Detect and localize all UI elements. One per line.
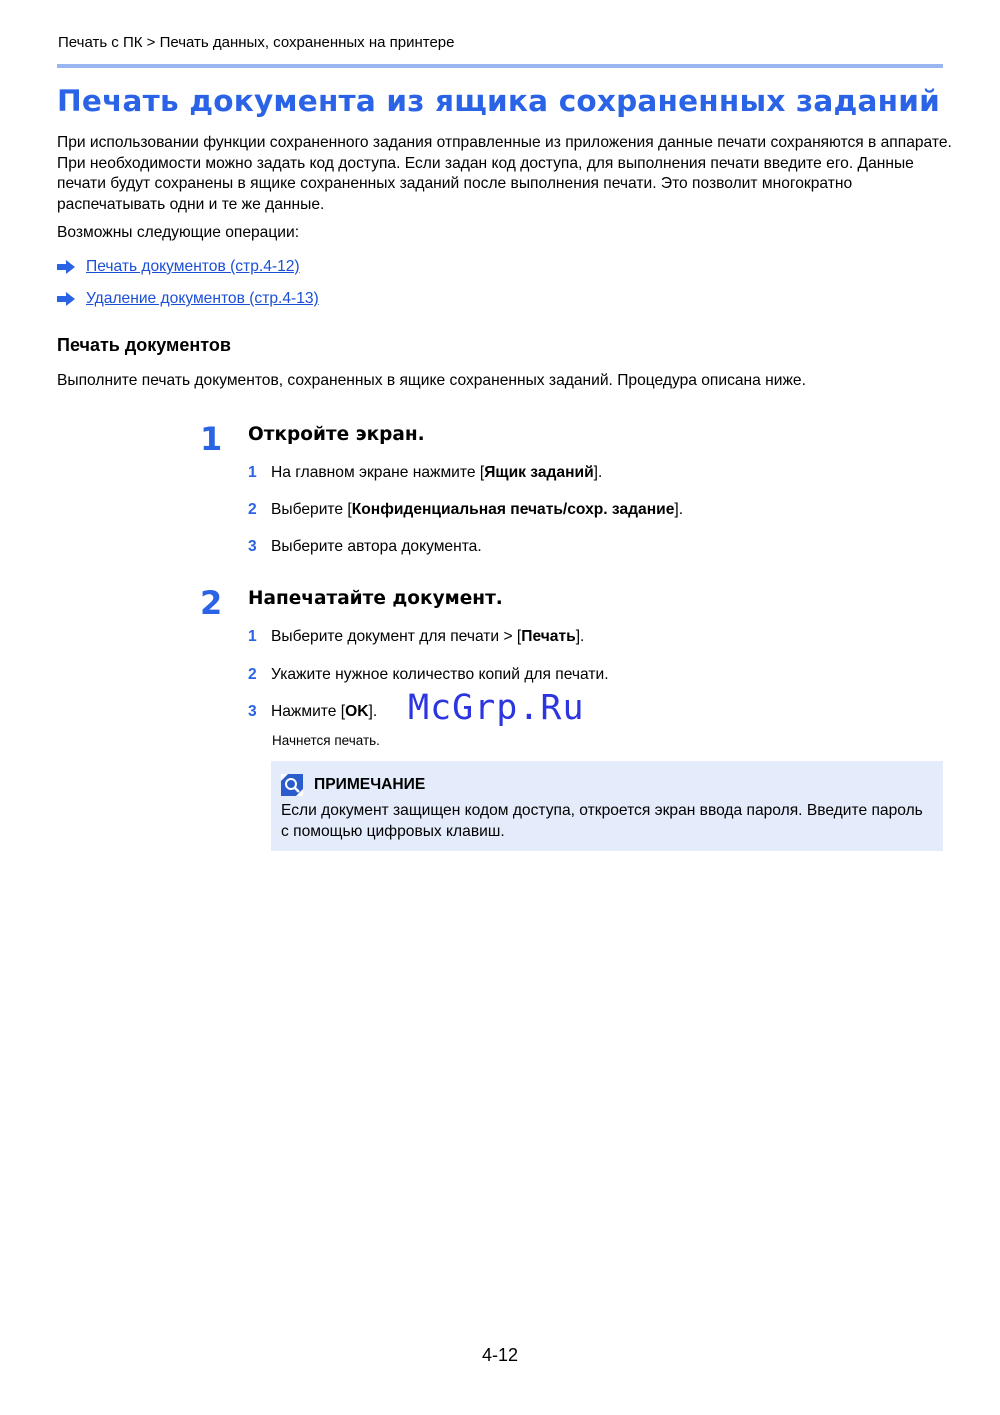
substep-number: 1: [248, 628, 257, 645]
substep-number: 3: [248, 703, 257, 720]
substep: [248, 666, 609, 684]
breadcrumb: Печать с ПК > Печать данных, сохраненных на принтере: [58, 34, 455, 51]
header-rule: [57, 64, 943, 68]
note-magnifier-icon: [281, 774, 303, 796]
substep-text: На главном экране нажмите [Ящик заданий].: [271, 464, 603, 481]
watermark: McGrp.Ru: [408, 688, 585, 728]
step-number: 1: [200, 420, 223, 458]
page-title: Печать документа из ящика сохраненных заданий: [57, 84, 940, 118]
page-number: 4-12: [481, 1345, 519, 1365]
step-title: Откройте экран.: [248, 424, 425, 445]
step-number: 2: [200, 584, 223, 622]
substep-number: 3: [248, 538, 257, 555]
link-row-print: [57, 258, 300, 276]
substep-text: Выберите документ для печати > [Печать].: [271, 628, 585, 645]
substep: [248, 703, 377, 721]
substep: [248, 464, 602, 482]
link-delete-documents[interactable]: Удаление документов (стр.4-13): [86, 290, 319, 307]
substep: [248, 538, 482, 556]
substep: [248, 628, 584, 646]
substep-text: Нажмите [OK].: [271, 703, 378, 720]
note-title: ПРИМЕЧАНИЕ: [314, 776, 426, 793]
note-text: Если документ защищен кодом доступа, откроется экран ввода пароля. Введите пароль с помощью цифровых клавиш.: [281, 802, 923, 840]
substep-text: Выберите автора документа.: [271, 538, 482, 555]
substep-number: 2: [248, 501, 257, 518]
substep: [248, 501, 683, 519]
substep-text: Выберите [Конфиденциальная печать/сохр. задание].: [271, 501, 684, 518]
substep-text: Укажите нужное количество копий для печати.: [271, 666, 609, 683]
operations-label: Возможны следующие операции:: [57, 224, 300, 241]
intro-paragraph: При использовании функции сохраненного задания отправленные из приложения данные печати сохраняются в аппарате. При необходимости можно задать код доступа. Если задан код доступа, для выполнения печати введите его. Данные печати будут сохранены в ящике сохраненных заданий после выполнения печати. Это позволит многократно распечатывать одни и те же данные.: [57, 134, 952, 213]
section-text: Выполните печать документов, сохраненных в ящике сохраненных заданий. Процедура описана ниже.: [57, 372, 806, 389]
substep-number: 1: [248, 464, 257, 481]
section-title: Печать документов: [57, 335, 231, 355]
note-box: [271, 761, 943, 851]
arrow-right-icon: [57, 260, 75, 274]
step-result: Начнется печать.: [272, 733, 380, 748]
link-row-delete: [57, 290, 319, 308]
step-title: Напечатайте документ.: [248, 588, 503, 609]
link-print-documents[interactable]: Печать документов (стр.4-12): [86, 258, 300, 275]
substep-number: 2: [248, 666, 257, 683]
arrow-right-icon: [57, 292, 75, 306]
